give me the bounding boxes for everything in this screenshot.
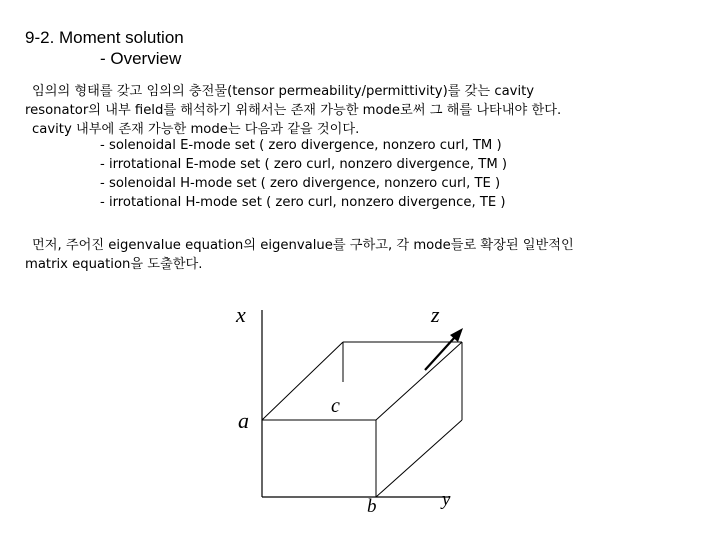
dimension-b-label: b [367, 496, 377, 517]
intro-line-1: 임의의 형태를 갖고 임의의 충전물(tensor permeability/permittivity)를 갖는 cavity [32, 84, 535, 99]
dimension-c-label: c [331, 395, 340, 417]
mode-item: - irrotational H-mode set ( zero curl, nonzero divergence, TE ) [100, 195, 506, 210]
section-title: 9-2. Moment solution [25, 28, 184, 47]
intro-line-2: resonator의 내부 field를 해석하기 위해서는 존재 가능한 mode로써 그 해를 나타내야 한다. [25, 103, 562, 118]
dimension-a-label: a [238, 408, 249, 433]
depth-edge-bottom-right [376, 420, 462, 497]
mode-item: - irrotational E-mode set ( zero curl, nonzero divergence, TM ) [100, 157, 508, 172]
para2-line-1: 먼저, 주어진 eigenvalue equation의 eigenvalue를 구하고, 각 mode들로 확장된 일반적인 [32, 238, 574, 253]
mode-item: - solenoidal E-mode set ( zero divergence, nonzero curl, TM ) [100, 138, 502, 153]
depth-edge-top-right [376, 342, 462, 420]
intro-line-3: cavity 내부에 존재 가능한 mode는 다음과 같을 것이다. [32, 122, 360, 137]
z-axis-label: z [431, 302, 440, 327]
y-axis-label: y [442, 489, 451, 510]
para2-line-2: matrix equation을 도출한다. [25, 257, 203, 272]
section-subtitle: - Overview [100, 49, 182, 68]
x-axis-label: x [236, 302, 246, 327]
mode-item: - solenoidal H-mode set ( zero divergence, nonzero curl, TE ) [100, 176, 501, 191]
